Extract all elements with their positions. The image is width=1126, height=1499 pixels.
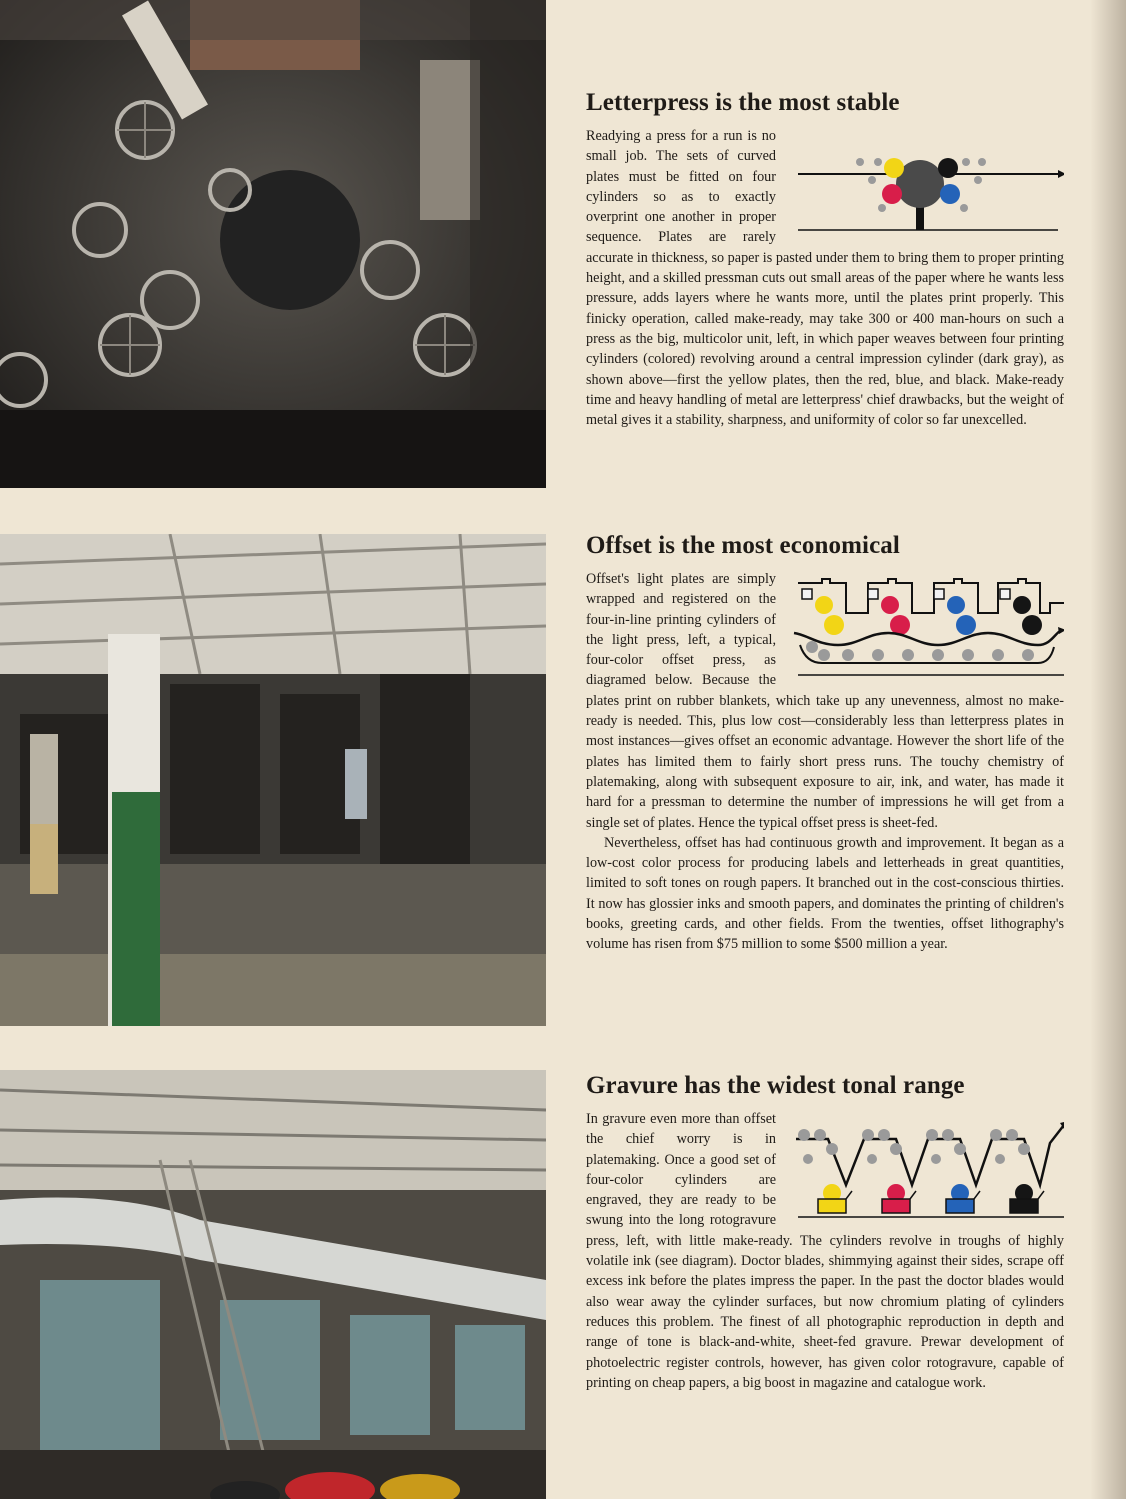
page-gutter-shadow [1090,0,1126,1499]
offset-section [586,531,1064,955]
gravure-section [586,1071,1064,1393]
offset-paragraph-1-text: Offset's light plates are simply wrapped and registered on the four-in-line printing cylinders of the light press, left, a typical, four-color offset press, as diagramed below. Because the plates print on rubber blankets, which take up any unevenness, almost no make-ready is needed. This, plus low cost—considerably less than letterpress plates in most instances—gives offset an economic advantage. However the short life of the plates has limited them to fairly short press runs. The touchy chemistry of platemaking, along with subsequent exposure to air, ink, and water, has made it hard for a pressman to determine the number of impressions he will get from a single set of plates. Hence the typical offset press is sheet-fed. [586,571,1064,831]
gravure-paragraph [586,1109,1064,1393]
letterpress-paragraph: Readying a press for a run is no small job. The sets of curved plates must be fitted on four cylinders so as to exactly overprint one another in proper sequence. Plates are rarely accurate in thickness, so paper is pasted under them to bring them to proper printing height, and a skilled pressman cuts out small areas of the paper where he wants less pressure, adds layers where he wants more, until the plates print properly. This finicky operation, called make-ready, may take 300 or 400 man-hours on such a press as the big, multicolor unit, left, in which paper weaves between four printing cylinders (colored) revolving around a central impression cylinder (dark gray), as shown above—first the yellow plates, then the red, blue, and black. Make-ready time and heavy handling of metal are letterpress' chief drawbacks, but the weight of metal gives it a stability, sharpness, and uniformity of color so far unexcelled. [586,128,1064,429]
letterpress-diagram [788,132,1064,242]
offset-heading: Offset is the most economical [586,532,900,559]
gravure-paragraph-text: In gravure even more than offset the chief worry is in platemaking. Once a good set of four-color cylinders are engraved, they are ready to be swung into the long rotogravure press, left, with little make-ready. The cylinders revolve in troughs of highly volatile ink (see diagram). Doctor blades, shimmying against their sides, scrape off excess ink before the plates impress the paper. In the past the doctor blades would also wear away the cylinder surfaces, but now chromium plating of cylinders reduces this problem. The finest of all photographic reproduction in depth and range of tone is black-and-white, sheet-fed gravure. Prewar development of photoelectric register controls, however, has given color rotogravure, capable of printing on cheap papers, a big boost in magazine and catalogue work. [586,1111,1064,1391]
offset-press-photo [0,534,546,1026]
offset-paragraph-1 [586,569,1064,833]
gravure-diagram [788,1115,1064,1225]
offset-paragraph-2: Nevertheless, offset has had continuous growth and improvement. It began as a low-cost color process for producing labels and letterheads in great quantities, limited to soft tones on rough papers. It branched out in the cost-conscious thirties. It now has glossier inks and smooth papers, and dominates the printing of children's books, greeting cards, and other fields. From the twenties, offset lithography's volume has risen from $75 million to some $500 million a year. [586,834,1064,953]
letterpress-press-photo [0,0,546,488]
gravure-press-photo [0,1070,546,1499]
letterpress-section [586,88,1064,430]
letterpress-heading: Letterpress is the most stable [586,89,900,116]
offset-diagram [788,575,1064,683]
gravure-heading: Gravure has the widest tonal range [586,1072,965,1099]
